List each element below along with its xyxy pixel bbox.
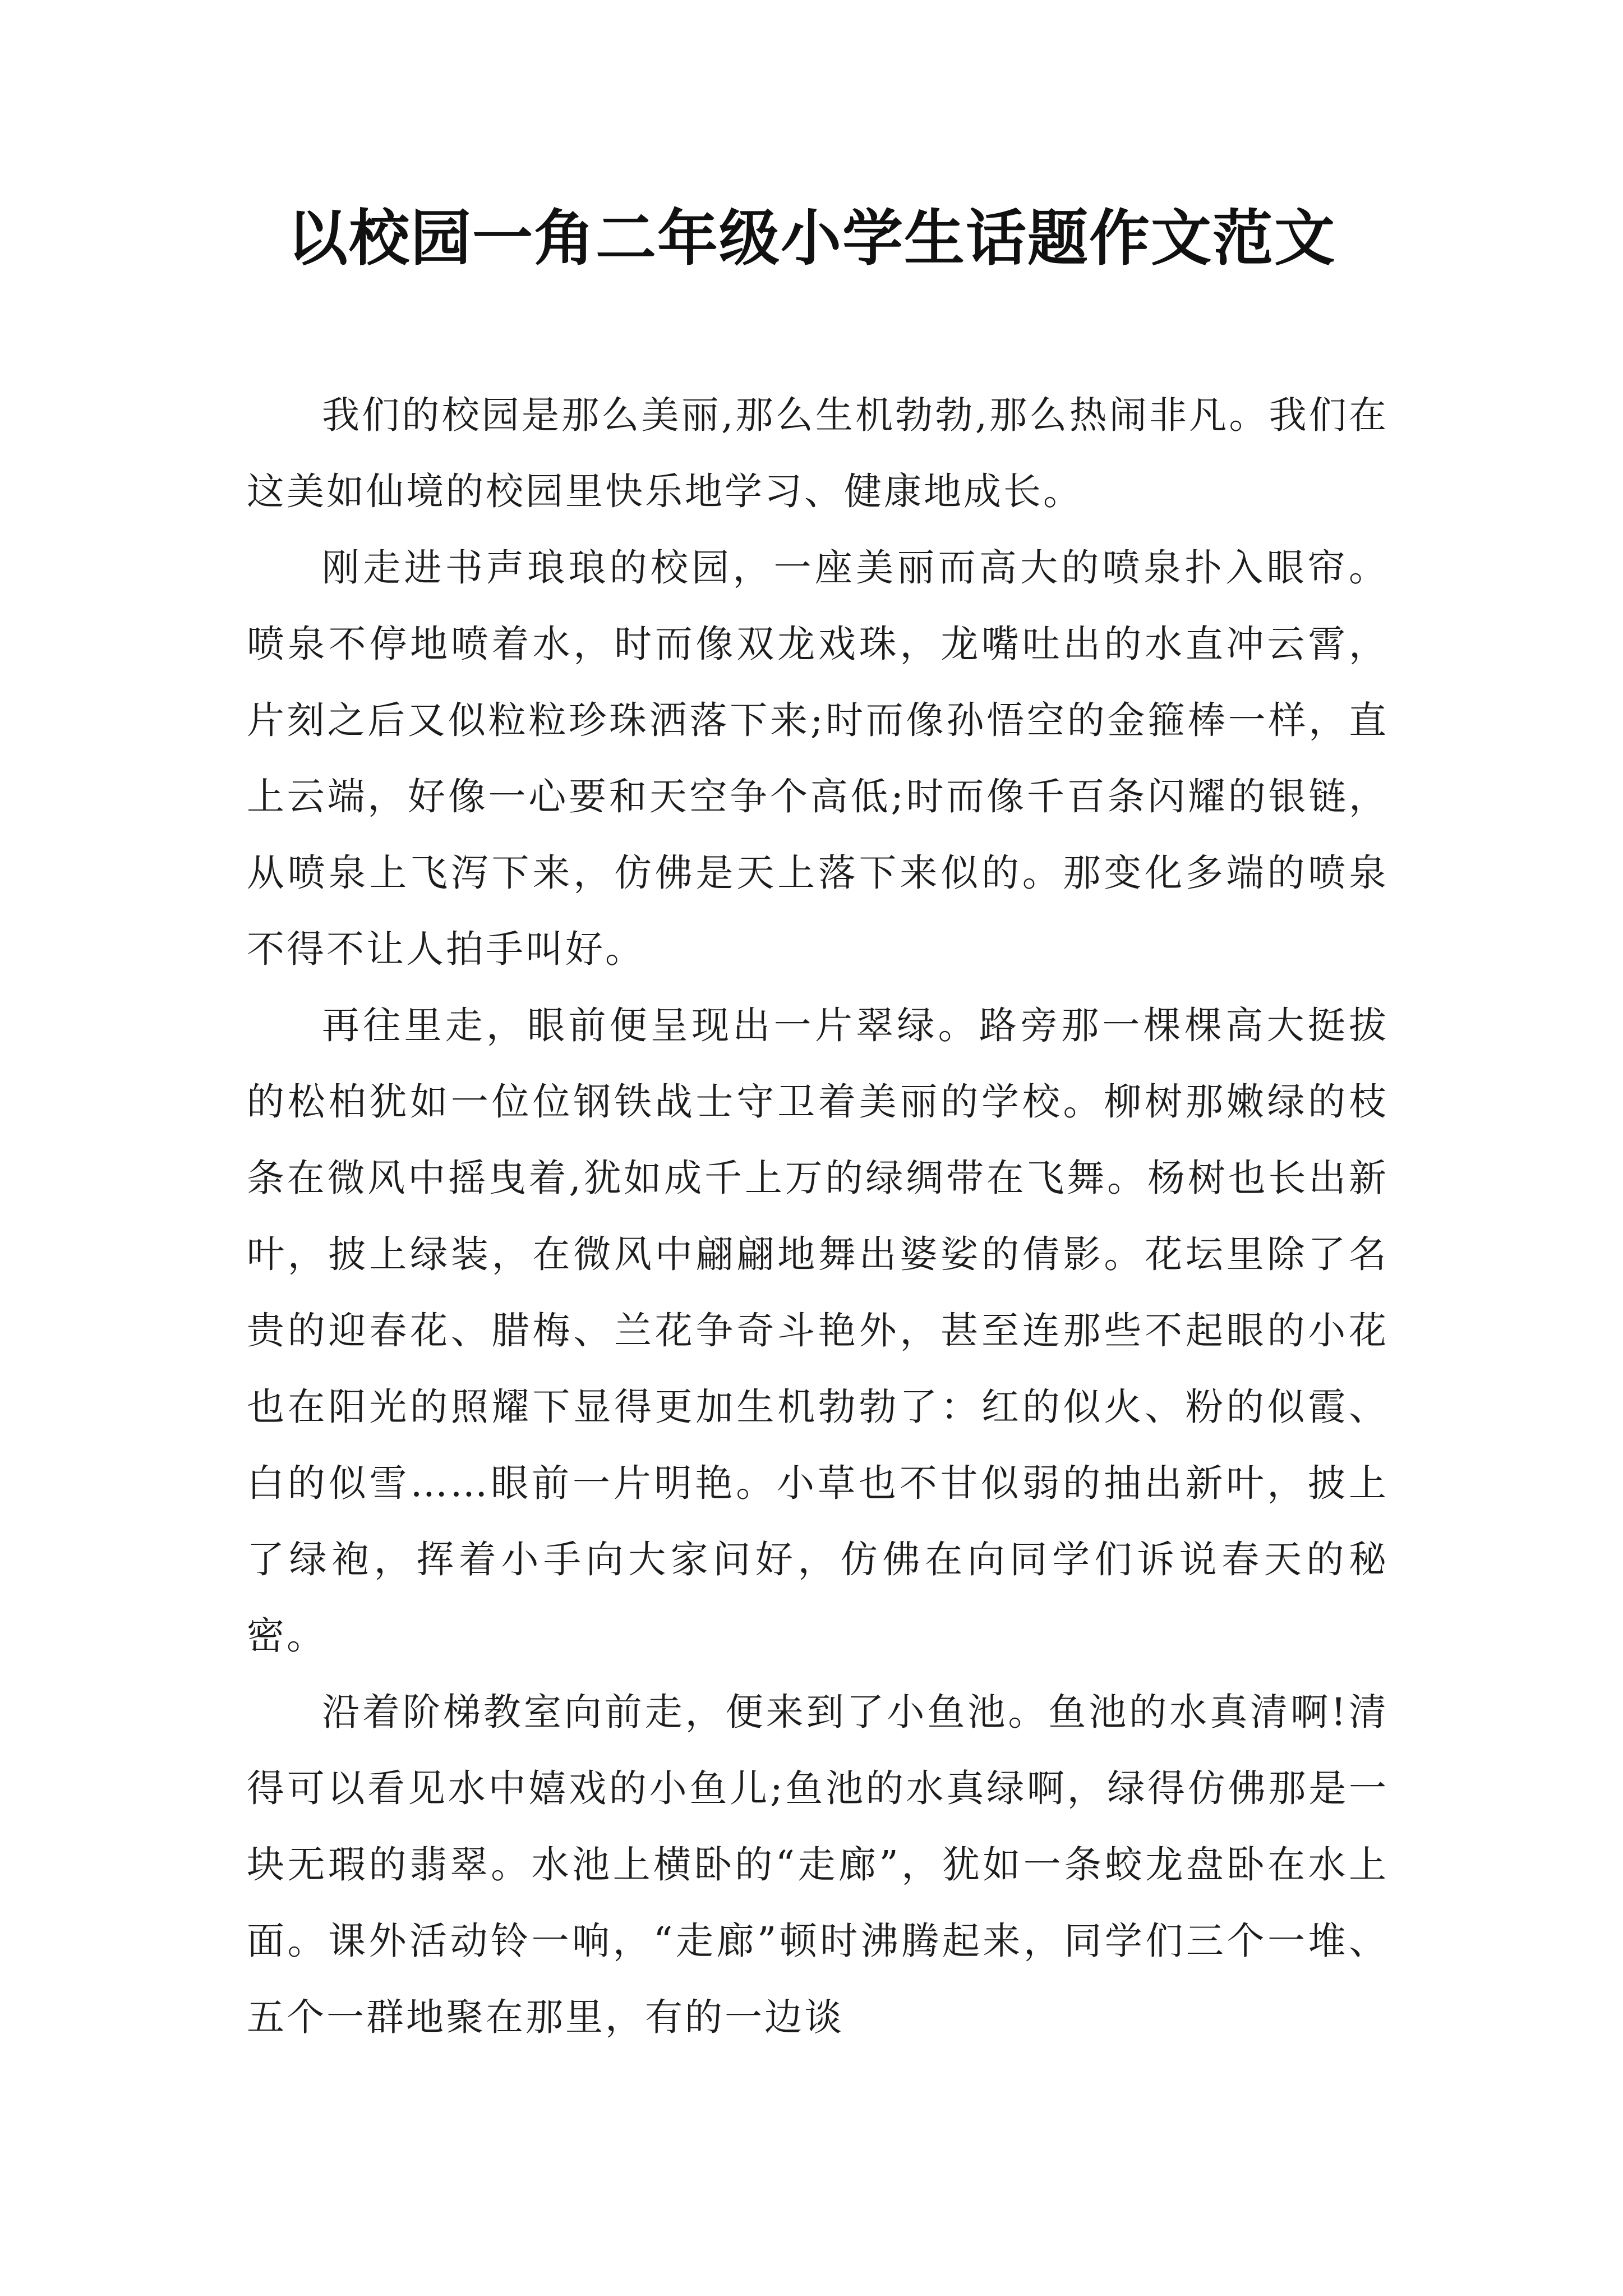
- document-title: 以校园一角二年级小学生话题作文范文: [287, 203, 1336, 274]
- paragraph-2: 刚走进书声琅琅的校园，一座美丽而高大的喷泉扑入眼帘。喷泉不停地喷着水，时而像双龙戏珠，龙嘴吐出的水直冲云霄，片刻之后又似粒粒珍珠洒落下来;时而像孙悟空的金箍棒一样，直上云端，好像一心要和天空争个高低;时而像千百条闪耀的银链，从喷泉上飞泻下来，仿佛是天上落下来似的。那变化多端的喷泉不得不让人拍手叫好。: [247, 546, 1389, 971]
- document-body: [247, 377, 1389, 2055]
- paragraph-3: 再往里走，眼前便呈现出一片翠绿。路旁那一棵棵高大挺拔的松柏犹如一位位钢铁战士守卫着美丽的学校。柳树那嫩绿的枝条在微风中摇曳着,犹如成千上万的绿绸带在飞舞。杨树也长出新叶，披上绿装，在微风中翩翩地舞出婆娑的倩影。花坛里除了名贵的迎春花、腊梅、兰花争奇斗艳外，甚至连那些不起眼的小花也在阳光的照耀下显得更加生机勃勃了：红的似火、粉的似霞、白的似雪……眼前一片明艳。小草也不甘似弱的抽出新叶，披上了绿袍，挥着小手向大家问好，仿佛在向同学们诉说春天的秘密。: [247, 1004, 1389, 1658]
- paragraph-4: 沿着阶梯教室向前走，便来到了小鱼池。鱼池的水真清啊!清得可以看见水中嬉戏的小鱼儿;鱼池的水真绿啊，绿得仿佛那是一块无瑕的翡翠。水池上横卧的“走廊”，犹如一条蛟龙盘卧在水上面。课外活动铃一响，“走廊”顿时沸腾起来，同学们三个一堆、五个一群地聚在那里，有的一边谈: [247, 1690, 1389, 2039]
- paragraph-1: 我们的校园是那么美丽,那么生机勃勃,那么热闹非凡。我们在这美如仙境的校园里快乐地学习、健康地成长。: [247, 393, 1389, 513]
